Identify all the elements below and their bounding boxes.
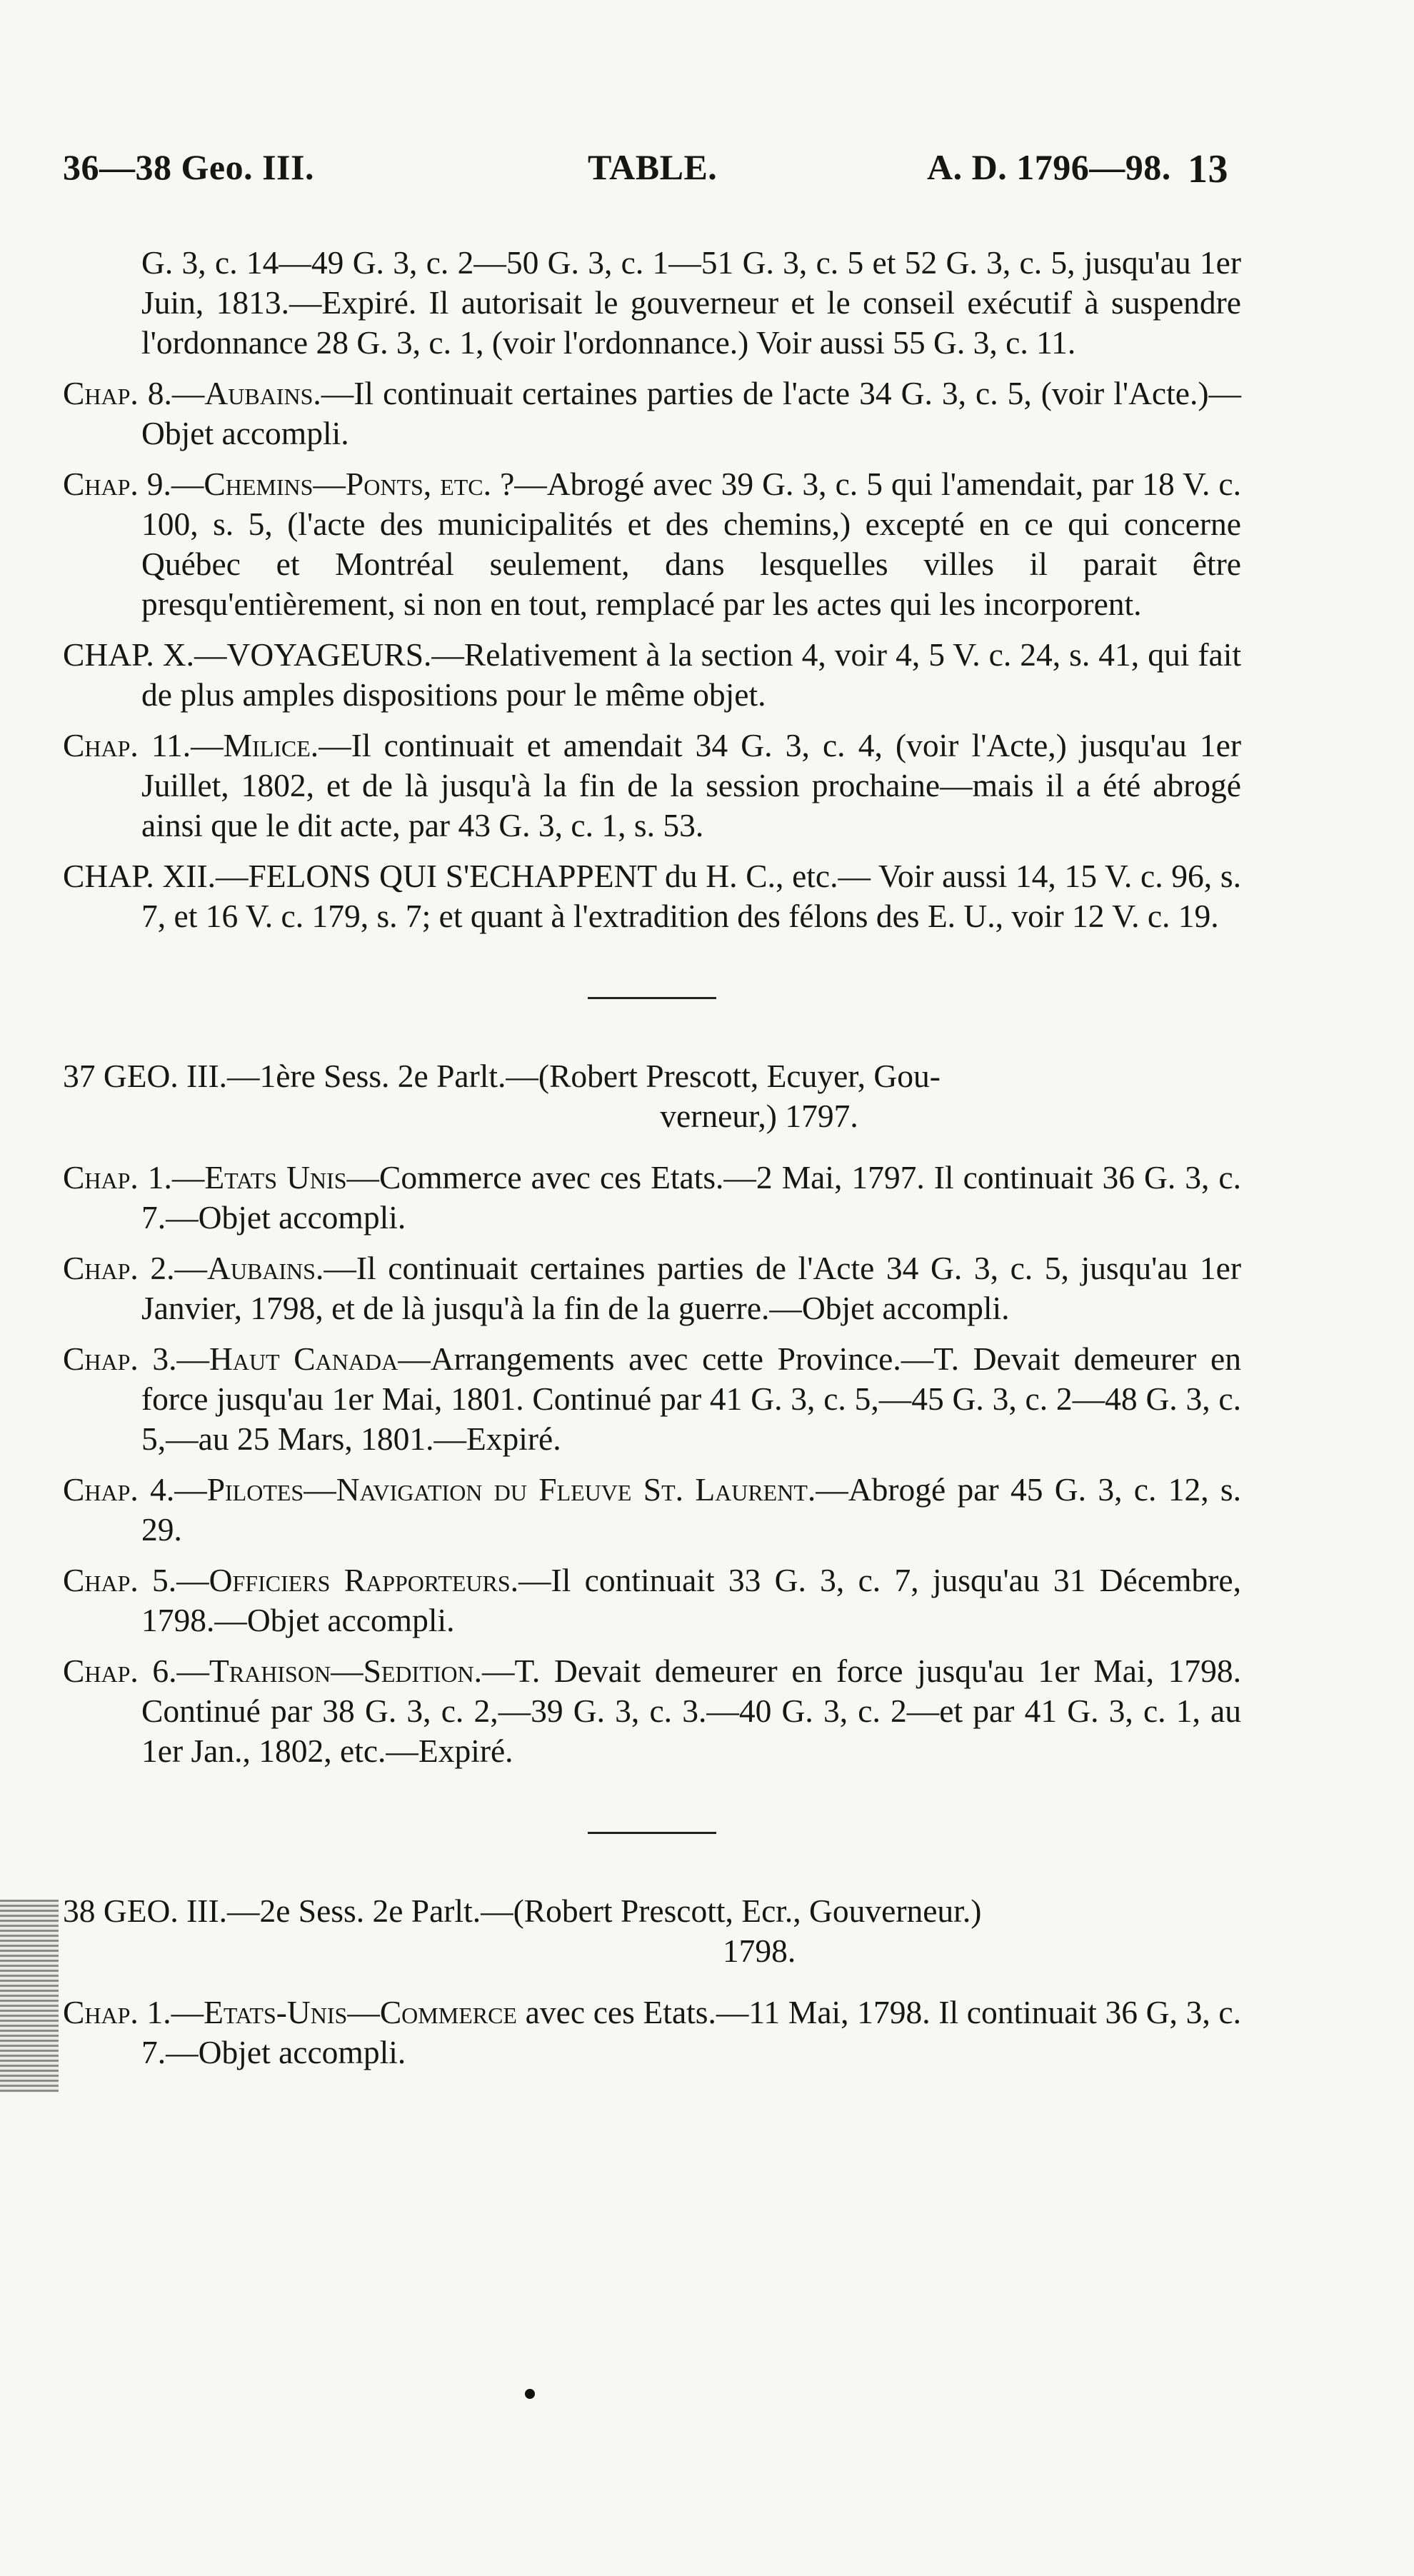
scan-artifact bbox=[0, 1900, 59, 2093]
header-date: A. D. 1796—98. bbox=[927, 147, 1171, 187]
chapter-entry: Chap. 6.—Trahison—Sedition.—T. Devait demeurer en force jusqu'au 1er Mai, 1798. Continué par 38 G. 3, c. 2,—39 G. 3, c. 3.—40 G. 3, c. 2—et par 41 G. 3, c. 1, au 1er Jan., 1802, etc.—Expiré. bbox=[63, 1653, 1241, 1769]
chapter-entry: CHAP. X.—VOYAGEURS.—Relativement à la section 4, voir 4, 5 V. c. 24, s. 41, qui fait de plus amples dispositions pour le même objet. bbox=[63, 636, 1241, 713]
chapter-entry: Chap. 1.—Etats-Unis—Commerce avec ces Etats.—11 Mai, 1798. Il continuait 36 G, 3, c. 7.—Objet accompli. bbox=[63, 1994, 1241, 2070]
page-number: 13 bbox=[1188, 147, 1228, 191]
continued-entry: G. 3, c. 14—49 G. 3, c. 2—50 G. 3, c. 1—51 G. 3, c. 5 et 52 G. 3, c. 5, jusqu'au 1er Juin, 1813.—Expiré. Il autorisait le gouverneur et le conseil exécutif à suspendre l'ordonnance 28 G. 3, c. 1, (voir l'ordonnance.) Voir aussi 55 G. 3, c. 11. bbox=[141, 244, 1241, 361]
chapter-entry: Chap. 9.—Chemins—Ponts, etc. ?—Abrogé avec 39 G. 3, c. 5 qui l'amendait, par 18 V. c. 100, s. 5, (l'acte des municipalités et des chemins,) excepté en ce qui concerne Québec et Montréal seulement, dans lesquelles villes il parait être presqu'entièrement, si non en tout, remplacé par les actes qui les incorporent. bbox=[63, 466, 1241, 622]
ink-dot bbox=[525, 2389, 535, 2399]
table-body bbox=[63, 243, 1241, 2083]
header-title: TABLE. bbox=[588, 147, 718, 187]
chapter-entry: Chap. 5.—Officiers Rapporteurs.—Il continuait 33 G. 3, c. 7, jusqu'au 31 Décembre, 1798.—Objet accompli. bbox=[63, 1562, 1241, 1638]
chapter-entry: Chap. 3.—Haut Canada—Arrangements avec cette Province.—T. Devait demeurer en force jusqu'au 1er Mai, 1801. Continué par 41 G. 3, c. 5,—45 G. 3, c. 2—48 G. 3, c. 5,—au 25 Mars, 1801.—Expiré. bbox=[63, 1340, 1241, 1457]
chapter-entry: Chap. 8.—Aubains.—Il continuait certaines parties de l'acte 34 G. 3, c. 5, (voir l'Acte.)—Objet accompli. bbox=[63, 375, 1241, 451]
chapter-entry: Chap. 11.—Milice.—Il continuait et amendait 34 G. 3, c. 4, (voir l'Acte,) jusqu'au 1er Juillet, 1802, et de là jusqu'à la fin de la session prochaine—mais il a été abrogé ainsi que le dit acte, par 43 G. 3, c. 1, s. 53. bbox=[63, 727, 1241, 843]
session-heading: 37 GEO. III.—1ère Sess. 2e Parlt.—(Robert Prescott, Ecuyer, Gou- verneur,) 1797. bbox=[63, 1058, 941, 1134]
section-divider bbox=[588, 997, 716, 999]
session-heading: 38 GEO. III.—2e Sess. 2e Parlt.—(Robert Prescott, Ecr., Gouverneur.) 1798. bbox=[63, 1893, 982, 1969]
chapter-entry: Chap. 1.—Etats Unis—Commerce avec ces Etats.—2 Mai, 1797. Il continuait 36 G. 3, c. 7.—Objet accompli. bbox=[63, 1159, 1241, 1236]
chapter-entry: Chap. 4.—Pilotes—Navigation du Fleuve St. Laurent.—Abrogé par 45 G. 3, c. 12, s. 29. bbox=[63, 1471, 1241, 1548]
chapter-entry: CHAP. XII.—FELONS QUI S'ECHAPPENT du H. C., etc.— Voir aussi 14, 15 V. c. 96, s. 7, et 16 V. c. 179, s. 7; et quant à l'extradition des félons des E. U., voir 12 V. c. 19. bbox=[63, 858, 1241, 934]
header-left: 36—38 Geo. III. bbox=[63, 147, 314, 187]
running-header bbox=[63, 146, 1252, 196]
section-divider bbox=[588, 1832, 716, 1834]
chapter-entry: Chap. 2.—Aubains.—Il continuait certaines parties de l'Acte 34 G. 3, c. 5, jusqu'au 1er Janvier, 1798, et de là jusqu'à la fin de la guerre.—Objet accompli. bbox=[63, 1250, 1241, 1326]
